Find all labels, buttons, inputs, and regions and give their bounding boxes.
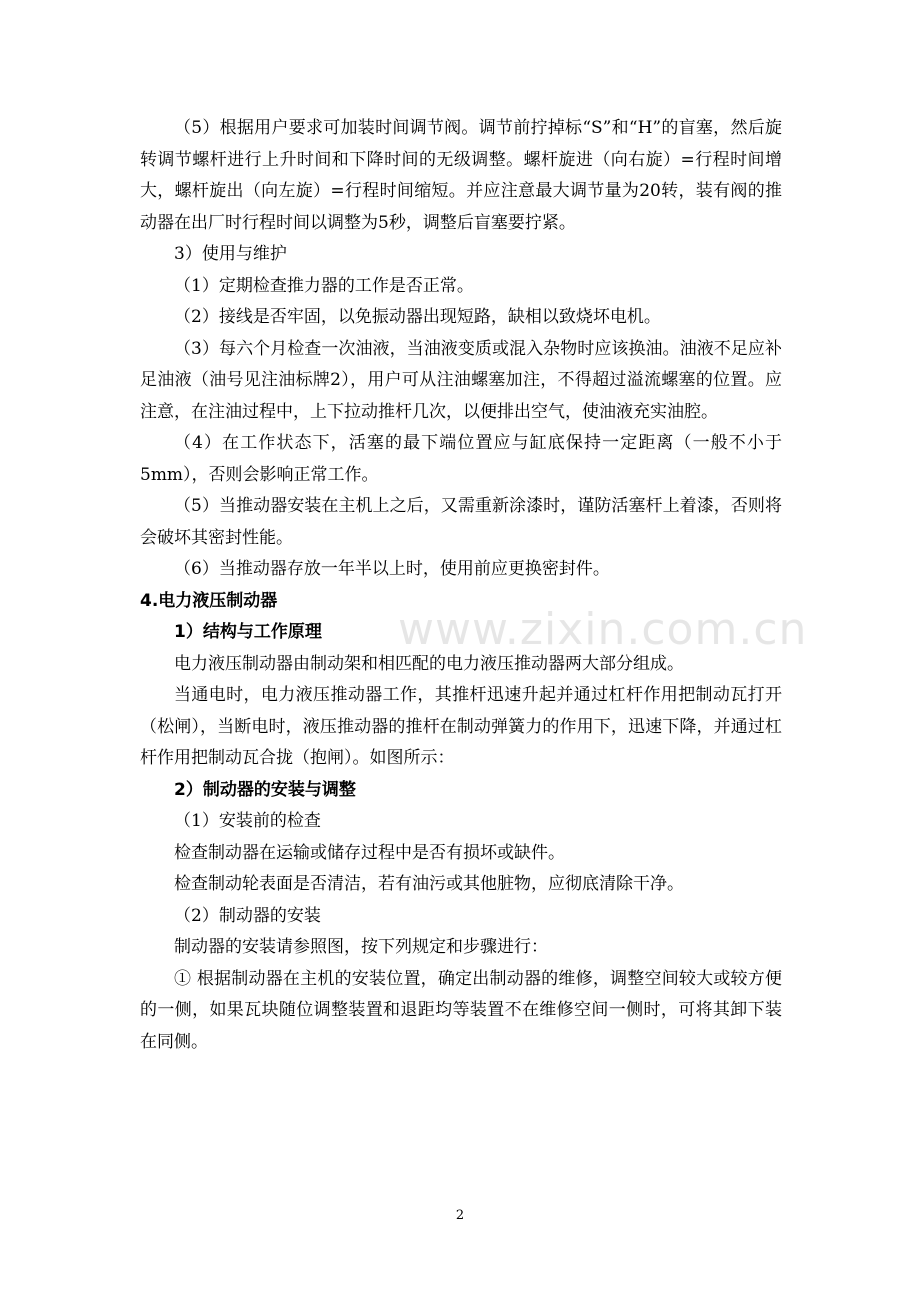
paragraph-check-wheel-surface: 检查制动轮表面是否清洁，若有油污或其他脏物，应彻底清除干净。 [174,874,684,894]
subheading-structure-principle: 1）结构与工作原理 [174,622,322,642]
subheading-install-adjust: 2）制动器的安装与调整 [174,779,356,800]
paragraph-replace-seals: （6）当推动器存放一年半以上时，使用前应更换密封件。 [174,559,610,579]
heading-brake-installation: （2）制动器的安装 [174,905,321,926]
paragraph-repaint-warning: （5）当推动器安装在主机上之后，又需重新涂漆时，谨防活塞杆上着漆，否则将会破坏其密封性能。 [140,496,782,548]
paragraph-check-damage: 检查制动器在运输或储存过程中是否有损坏或缺件。 [174,842,565,863]
paragraph-install-steps-intro: 制动器的安装请参照图，按下列规定和步骤进行： [174,937,548,957]
paragraph-install-step-1: ① 根据制动器在主机的安装位置，确定出制动器的维修，调整空间较大或较方便的一侧，如果瓦块随位调整装置和退距均等装置不在维修空间一侧时，可将其卸下装在同侧。 [140,968,782,1052]
paragraph-check-oil: （3）每六个月检查一次油液，当油液变质或混入杂物时应该换油。油液不足应补足油液（油号见注油标牌2），用户可从注油螺塞加注，不得超过溢流螺塞的位置。应注意，在注油过程中，上下拉动推杆几次，以便排出空气，使油液充实油腔。 [140,338,782,422]
paragraph-brake-composition: 电力液压制动器由制动架和相匹配的电力液压推动器两大部分组成。 [174,653,684,674]
page-content [140,113,782,1058]
heading-use-maintenance: 3）使用与维护 [174,244,287,264]
section-heading-hydraulic-brake: 4.电力液压制动器 [140,590,278,611]
paragraph-brake-operation: 当通电时，电力液压推动器工作，其推杆迅速升起并通过杠杆作用把制动瓦打开（松闸），当断电时，液压推动器的推杆在制动弹簧力的作用下，迅速下降，并通过杠杆作用把制动瓦合拢（抱闸）。如图所示： [140,685,782,768]
paragraph-time-adjust-valve: （5）根据用户要求可加装时间调节阀。调节前拧掉标“S”和“H”的盲塞，然后旋转调节螺杆进行上升时间和下降时间的无级调整。螺杆旋进（向右旋）=行程时间增大，螺杆旋出（向左旋）=行程时间缩短。并应注意最大调节量为20转，装有阀的推动器在出厂时行程时间以调整为5秒，调整后盲塞要拧紧。 [140,118,782,233]
heading-pre-install-check: （1）安装前的检查 [174,811,321,831]
watermark-text: www.zixin.com.cn [398,604,808,655]
paragraph-check-pusher: （1）定期检查推力器的工作是否正常。 [174,275,474,296]
paragraph-piston-position: （4）在工作状态下，活塞的最下端位置应与缸底保持一定距离（一般不小于5mm），否则会影响正常工作。 [140,433,782,485]
page-number: 2 [455,1208,465,1223]
paragraph-check-wiring: （2）接线是否牢固，以免振动器出现短路，缺相以致烧坏电机。 [174,307,661,327]
